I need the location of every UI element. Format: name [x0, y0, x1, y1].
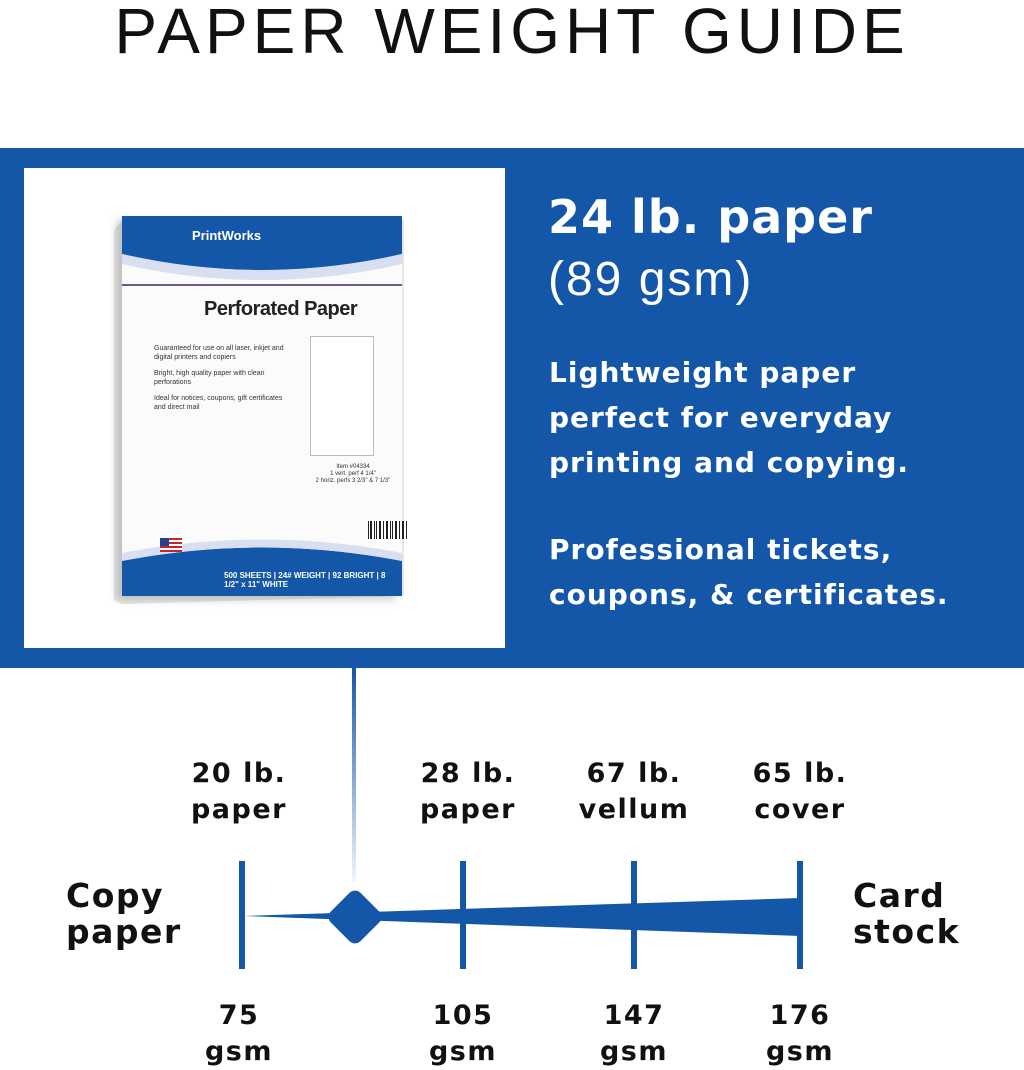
weight-label-20lb [162, 756, 316, 828]
gsm-label-176 [733, 998, 867, 1070]
scale-right-end [853, 878, 960, 950]
gsm-label-147 [567, 998, 701, 1070]
weight-label-line-1: 20 lb. [191, 758, 287, 789]
right-end-line-2: stock [853, 912, 961, 951]
product-name: Perforated Paper [204, 298, 358, 320]
marker-connector [340, 668, 370, 888]
package-specs: 500 SHEETS | 24# WEIGHT | 92 BRIGHT | 8 1/2" x 11" WHITE [224, 571, 386, 589]
bullet-3: Ideal for notices, coupons, gift certificates and direct mail [154, 395, 283, 411]
left-end-line-2: paper [66, 912, 182, 951]
weight-label-line-2: paper [419, 794, 516, 825]
bullet-2: Bright, high quality paper with clean perforations [154, 370, 265, 386]
weight-label-line-1: 28 lb. [420, 758, 516, 789]
left-end-line-1: Copy [66, 876, 165, 915]
weight-label-67lb [559, 756, 709, 828]
gsm-label-105 [396, 998, 530, 1070]
desc-1-line-3: printing and copying. [549, 446, 910, 479]
desc-1-line-2: perfect for everyday [549, 401, 893, 434]
weight-label-line-2: vellum [578, 794, 690, 825]
weight-label-line-1: 67 lb. [586, 758, 682, 789]
item-info [308, 464, 398, 485]
gsm-unit: gsm [204, 1036, 274, 1067]
brand-logo: PrintWorks [192, 228, 262, 243]
current-weight-marker-icon [320, 882, 390, 952]
feature-description-1 [549, 350, 1009, 485]
gsm-unit: gsm [599, 1036, 669, 1067]
weight-scale-wedge [230, 860, 810, 972]
feature-gsm: (89 gsm) [548, 253, 754, 306]
gsm-unit: gsm [428, 1036, 498, 1067]
gsm-value: 75 [218, 1000, 260, 1031]
scale-tick-67lb [631, 861, 637, 969]
product-bullets [154, 344, 294, 419]
feature-panel [0, 148, 1024, 668]
item-number: Item #04334 [336, 464, 370, 470]
scale-left-end [66, 878, 182, 950]
page-title: PAPER WEIGHT GUIDE [114, 0, 910, 67]
bullet-1: Guaranteed for use on all laser, inkjet and digital printers and copiers [154, 345, 284, 361]
gsm-unit: gsm [765, 1036, 835, 1067]
product-photo [24, 168, 505, 648]
paper-ream-package [122, 216, 402, 596]
desc-1-line-1: Lightweight paper [549, 356, 857, 389]
desc-2-line-1: Professional tickets, [549, 533, 893, 566]
gsm-label-75 [172, 998, 306, 1070]
feature-headline: 24 lb. paper [548, 190, 873, 244]
barcode-icon [368, 521, 408, 543]
ream-front [122, 216, 402, 596]
perf-line-1: 1 vert. perf 4 1/4" [330, 471, 376, 477]
gsm-value: 147 [603, 1000, 665, 1031]
weight-label-line-1: 65 lb. [752, 758, 848, 789]
weight-label-line-2: paper [190, 794, 287, 825]
weight-label-line-2: cover [754, 794, 846, 825]
perf-line-2: 2 horiz. perfs 3 2/3" & 7 1/3" [315, 478, 391, 484]
weight-label-28lb [393, 756, 543, 828]
feature-description-2 [549, 527, 1009, 617]
scale-tick-20lb [239, 861, 245, 969]
right-end-line-1: Card [853, 876, 946, 915]
perforated-sheet-diagram [310, 336, 374, 456]
scale-tick-65lb [797, 861, 803, 969]
desc-2-line-2: coupons, & certificates. [549, 578, 949, 611]
weight-label-65lb [725, 756, 875, 828]
scale-tick-28lb [460, 861, 466, 969]
us-flag-icon [160, 538, 182, 552]
gsm-value: 176 [769, 1000, 831, 1031]
gsm-value: 105 [432, 1000, 494, 1031]
